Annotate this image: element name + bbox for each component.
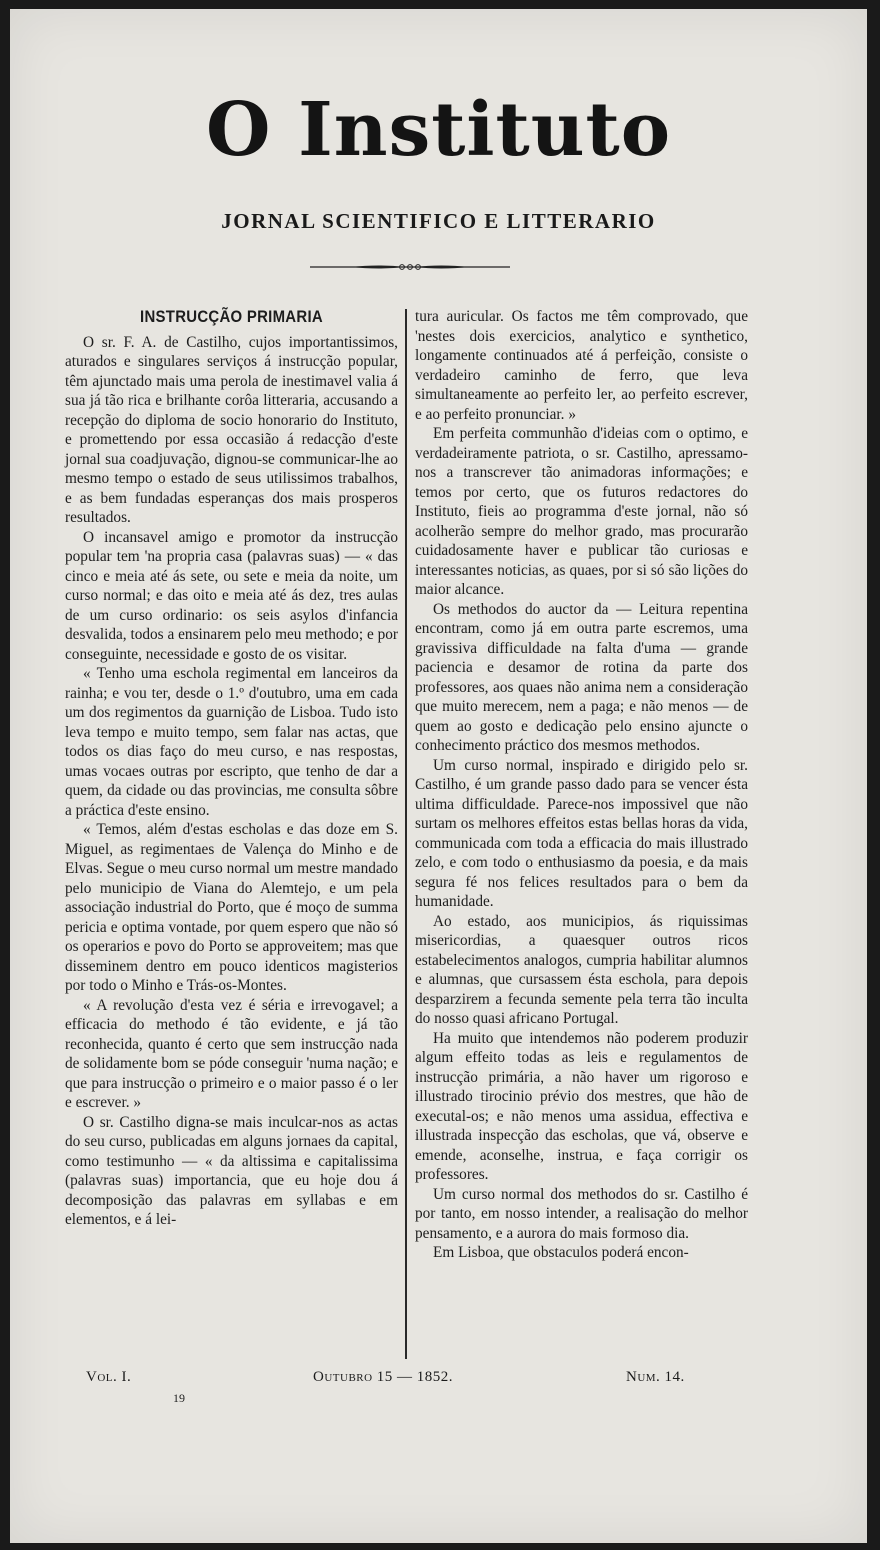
newspaper-page bbox=[10, 9, 867, 1543]
left-column bbox=[65, 307, 398, 1230]
paragraph: « A revolução d'esta vez é séria e irrevogavel; a efficacia do methodo é tão evidente, e já tão reconhecida, quanto é certo que sem instrucção nada de solidamente bom se póde conseguir 'numa nação; e que para instrucção o primeiro e o maior passo é o ler e escrever. » bbox=[65, 996, 398, 1111]
footer-volume: Vol. I. bbox=[86, 1369, 132, 1385]
paragraph: O incansavel amigo e promotor da instrucção popular tem 'na propria casa (palavras suas) — « das cinco e meia até ás sete, ou sete e meia da noite, um curso normal; e das oito e meia até ás dez, tres aulas de um curso ordinario: os seis asylos d'infancia desvalida, todos a ensinarem pelo meu methodo; e por conseguinte, necessidade e gosto de os visitar. bbox=[65, 528, 398, 663]
footer-number: Num. 14. bbox=[626, 1369, 685, 1385]
masthead-title: O Instituto bbox=[205, 87, 672, 173]
paragraph: Em Lisboa, que obstaculos poderá encon- bbox=[433, 1244, 689, 1261]
paragraph: « Temos, além d'estas escholas e das doze em S. Miguel, as regimentaes de Valença do Minho e de Elvas. Segue o meu curso normal um mestre mandado pelo municipio de Viana do Alemtejo, e um pela associação industrial do Porto, que é moço de summa pericia e optima vontade, por quem espero que não só os operarios e povo do Porto se approveitem; mas que disseminem dentro em pouco identicos magisterios por todo o Minho e Trás-os-Montes. bbox=[65, 821, 398, 994]
paragraph: Um curso normal dos methodos do sr. Castilho é por tanto, em nosso intender, a realisação do melhor pensamento, e a aurora do mais formoso dia. bbox=[415, 1185, 748, 1242]
paragraph: Ao estado, aos municipios, ás riquissimas misericordias, a quaesquer outros ricos estabelecimentos analogos, cumpria habilitar alumnos e alumnas, que cursassem ésta eschola, para depois desparzirem a fecunda semente pela terra tão inculta do nosso quasi africano Portugal. bbox=[415, 912, 748, 1027]
paragraph: O sr. Castilho digna-se mais inculcar-nos as actas do seu curso, publicadas em alguns jornaes da capital, como testimunho — « da altissima e capitalissima (palavras suas) importancia, que eu hoje dou á decomposição das palavras em syllabas e em elementos, e á lei- bbox=[65, 1113, 398, 1228]
paragraph: Um curso normal, inspirado e dirigido pelo sr. Castilho, é um grande passo dado para se vencer ésta ultima difficuldade. Parece-nos impossivel que não surtam os melhores effeitos estas bellas horas da vida, communicada com toda a efficacia do mais illustrado zelo, e com todo o enthusiasmo da poesia, e da mais segura fé nos felices resultados para o bem da humanidade. bbox=[415, 756, 748, 910]
paragraph: O sr. F. A. de Castilho, cujos importantissimos, aturados e singulares serviços á instrucção popular, têm ajunctado mais uma perola de inestimavel valia á sua já tão rica e brilhante corôa litteraria, accusando a recepção do diploma de socio honorario do Instituto, e promettendo por essa occasião á redacção d'este jornal sua coadjuvação, dignou-se communicar-lhe ao mesmo tempo o estado de seus utilissimos trabalhos, e as bem fundadas esperanças dos mais prosperos resultados. bbox=[65, 333, 398, 526]
footer-date: Outubro 15 — 1852. bbox=[313, 1369, 454, 1385]
right-column bbox=[415, 307, 748, 1263]
masthead-subtitle: JORNAL SCIENTIFICO E LITTERARIO bbox=[221, 209, 656, 233]
ornament-divider bbox=[310, 263, 510, 271]
column-rule bbox=[405, 309, 407, 1359]
page-number: 19 bbox=[173, 1391, 185, 1405]
article-heading: INSTRUCÇÃO PRIMARIA bbox=[140, 307, 323, 326]
paragraph: Em perfeita communhão d'ideias com o optimo, e verdadeiramente patriota, o sr. Castilho, apressamo-nos a transcrever tão animadoras informações; e temos por certo, que os futuros redactores do Instituto, fieis ao programma d'este jornal, não só acolherão sempre do melhor grado, mas procurarão cuidadosamente haver e publicar tão curiosas e interessantes noticias, as quaes, por si só são lições do maior alcance. bbox=[415, 425, 748, 598]
paragraph: Ha muito que intendemos não poderem produzir algum effeito todas as leis e regulamentos de instrucção primária, a não haver um rigoroso e illustrado tirocinio prévio dos mestres, que hão de executal-os; e não menos uma assidua, effectiva e illustrada inspecção das escholas, que vá, observe e emende, aconselhe, instrua, e faça corrigir os professores. bbox=[415, 1029, 748, 1183]
paragraph: tura auricular. Os factos me têm comprovado, que 'nestes dois exercicios, analytico e synthetico, longamente continuados até á perfeição, consiste o verdadeiro caminho de ferro, que leva simultaneamente ao perfeito ler, ao perfeito escrever, e ao perfeito pronunciar. » bbox=[415, 308, 748, 423]
paragraph: « Tenho uma eschola regimental em lanceiros da rainha; e vou ter, desde o 1.º d'outubro, uma em cada um dos regimentos da guarnição de Lisboa. Tudo isto leva tempo e muito tempo, sem falar nas actas, que todos os dias faço do meu curso, e nas respostas, umas vocaes outras por escripto, que tenho de dar a quem, da cidade ou das provincias, me consulta sôbre a práctica d'este ensino. bbox=[65, 665, 398, 819]
paragraph: Os methodos do auctor da — Leitura repentina encontram, como já em outra parte escremos, uma gravissiva difficuldade na falta d'uma — grande paciencia e desamor de rotina da parte dos professores, aos quaes não anima nem a consideração que muito merecem, nem a paga; e não menos — de quem ao gosto e dedicação pelo ensino ajuncte o conhecimento práctico dos mesmos methodos. bbox=[415, 600, 748, 754]
